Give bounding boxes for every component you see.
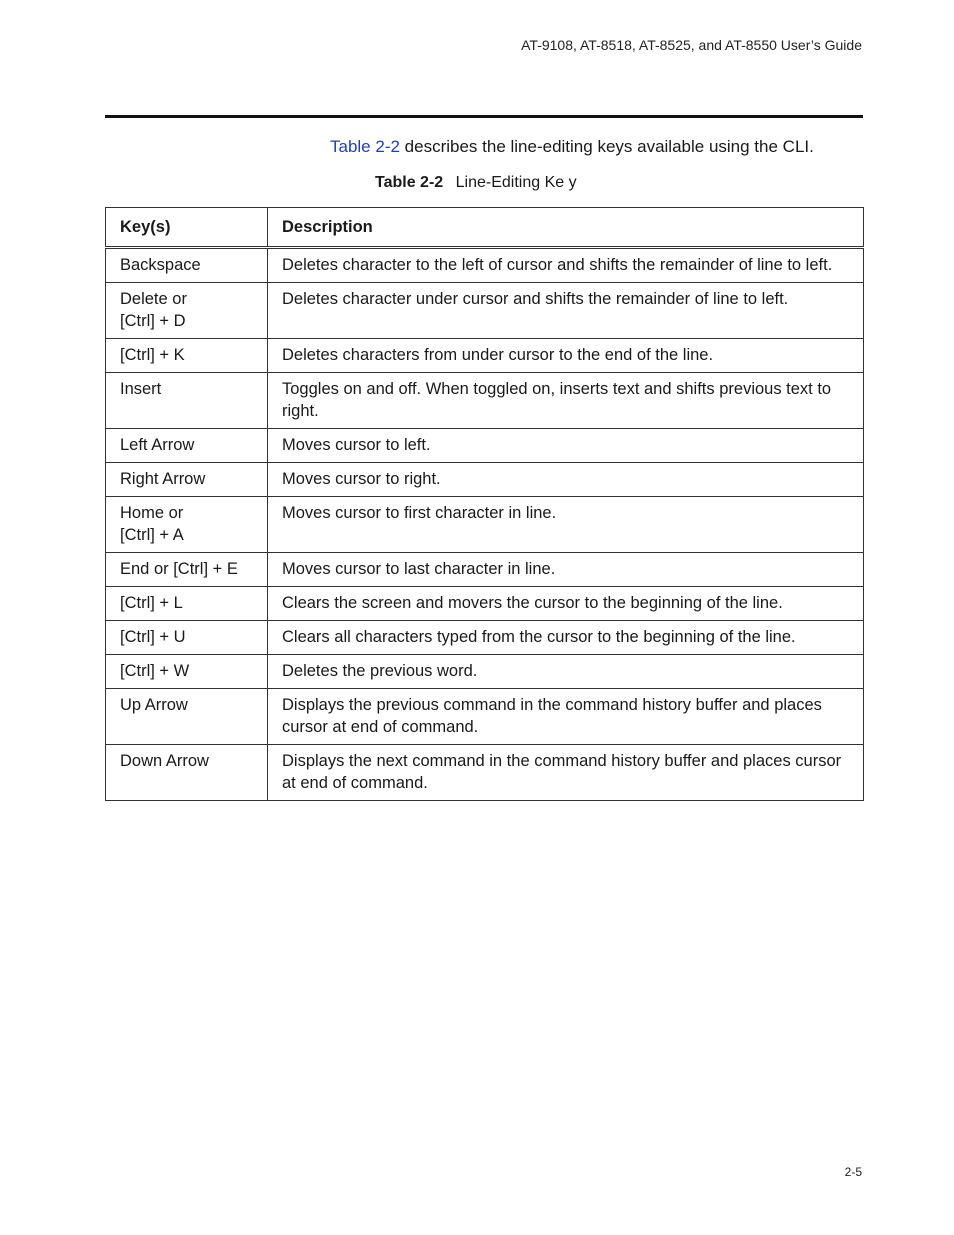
description-cell: Deletes the previous word.: [268, 655, 864, 689]
table-header-row: [106, 208, 864, 248]
description-cell: Moves cursor to right.: [268, 463, 864, 497]
table-caption-title: Line-Editing Ke y: [455, 174, 577, 191]
key-cell: [106, 339, 268, 373]
key-cell: [106, 373, 268, 429]
description-cell: Moves cursor to last character in line.: [268, 553, 864, 587]
key-line: End or [Ctrl] + E: [120, 560, 238, 578]
table-row: [106, 553, 864, 587]
key-line: Backspace: [120, 256, 201, 274]
page-number: 2-5: [844, 1165, 862, 1179]
key-line: Left Arrow: [120, 436, 195, 454]
table-row: [106, 339, 864, 373]
table-row: [106, 621, 864, 655]
table-row: [106, 689, 864, 745]
key-cell: [106, 497, 268, 553]
description-cell: Displays the next command in the command history buffer and places cursor at end of command.: [268, 745, 864, 801]
key-cell: [106, 745, 268, 801]
description-cell: Moves cursor to left.: [268, 429, 864, 463]
key-cell: [106, 587, 268, 621]
table-caption-number: Table 2-2: [375, 174, 444, 191]
key-cell: [106, 553, 268, 587]
key-cell: [106, 248, 268, 283]
key-cell: [106, 283, 268, 339]
table-xref-link[interactable]: Table 2-2: [330, 137, 400, 156]
table-row: [106, 429, 864, 463]
key-cell: [106, 429, 268, 463]
key-cell: [106, 463, 268, 497]
description-cell: Displays the previous command in the command history buffer and places cursor at end of command.: [268, 689, 864, 745]
key-line: [Ctrl] + W: [120, 662, 190, 680]
key-line: Up Arrow: [120, 696, 188, 714]
intro-text: describes the line-editing keys available using the CLI.: [399, 137, 814, 156]
description-cell: Toggles on and off. When toggled on, inserts text and shifts previous text to right.: [268, 373, 864, 429]
description-cell: Clears all characters typed from the cursor to the beginning of the line.: [268, 621, 864, 655]
description-cell: Deletes character to the left of cursor and shifts the remainder of line to left.: [268, 248, 864, 283]
key-line: [Ctrl] + L: [120, 594, 183, 612]
table-row: [106, 373, 864, 429]
intro-paragraph: [330, 137, 814, 157]
table-row: [106, 283, 864, 339]
key-cell: [106, 655, 268, 689]
key-line: [Ctrl] + A: [120, 526, 184, 544]
table-row: [106, 655, 864, 689]
table-row: [106, 587, 864, 621]
key-line: Home or: [120, 504, 184, 522]
table-row: [106, 463, 864, 497]
key-line: [Ctrl] + D: [120, 312, 186, 330]
description-cell: Deletes characters from under cursor to the end of the line.: [268, 339, 864, 373]
key-cell: [106, 621, 268, 655]
key-line: [Ctrl] + K: [120, 346, 185, 364]
key-cell: [106, 689, 268, 745]
key-line: [Ctrl] + U: [120, 628, 186, 646]
key-line: Delete or: [120, 290, 187, 308]
line-editing-keys-table: [105, 207, 864, 801]
key-line: Down Arrow: [120, 752, 209, 770]
running-header: AT-9108, AT-8518, AT-8525, and AT-8550 User’s Guide: [521, 37, 862, 53]
column-header-keys: Key(s): [106, 208, 268, 248]
table-row: [106, 745, 864, 801]
table-row: [106, 497, 864, 553]
description-cell: Deletes character under cursor and shifts the remainder of line to left.: [268, 283, 864, 339]
key-line: Insert: [120, 380, 162, 398]
description-cell: Clears the screen and movers the cursor to the beginning of the line.: [268, 587, 864, 621]
header-rule: [105, 115, 863, 118]
key-line: Right Arrow: [120, 470, 206, 488]
table-row: [106, 248, 864, 283]
column-header-description: Description: [268, 208, 864, 248]
table-caption: [375, 174, 577, 192]
description-cell: Moves cursor to first character in line.: [268, 497, 864, 553]
table-body: [106, 248, 864, 801]
